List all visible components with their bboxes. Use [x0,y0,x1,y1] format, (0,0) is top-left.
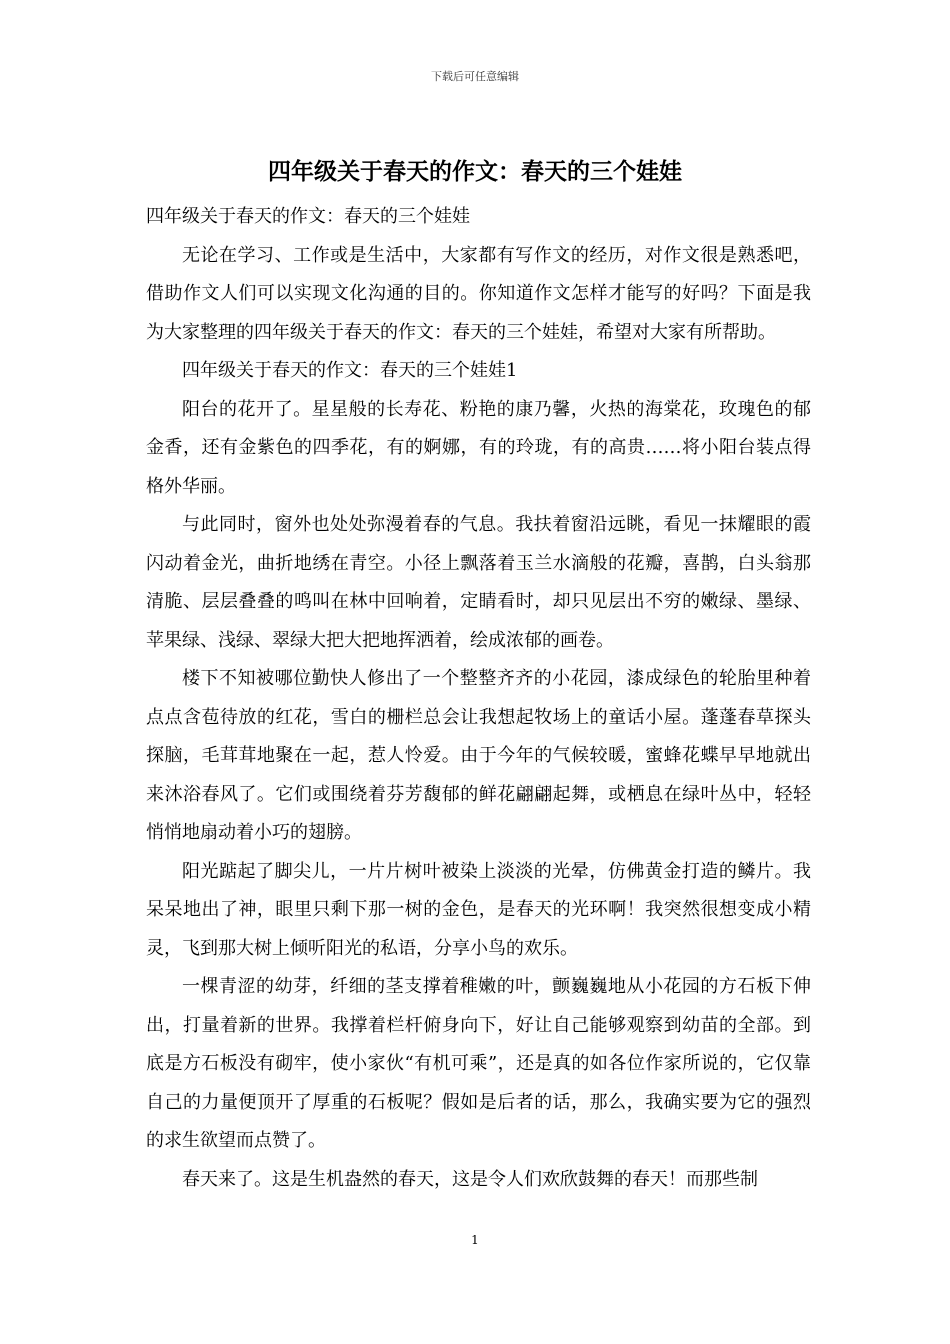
subtitle-paragraph: 四年级关于春天的作文：春天的三个娃娃 [146,206,470,227]
body-paragraph: 春天来了。这是生机盎然的春天，这是令人们欢欣鼓舞的春天！而那些制 [182,1168,758,1190]
intro-paragraph: 无论在学习、工作或是生活中，大家都有写作文的经历，对作文很是熟悉吧，借助作文人们可以实现文化沟通的目的。你知道作文怎样才能写的好吗？下面是我为大家整理的四年级关于春天的作文：春天的三个娃娃，希望对大家有所帮助。 [146,244,811,343]
document-title: 四年级关于春天的作文：春天的三个娃娃 [268,158,682,185]
document-body [146,198,811,1199]
body-paragraph: 一棵青涩的幼芽，纤细的茎支撑着稚嫩的叶，颤巍巍地从小花园的方石板下伸出，打量着新的世界。我撑着栏杆俯身向下，好让自己能够观察到幼苗的全部。到底是方石板没有砌牢，使小家伙“有机可乘”，还是真的如各位作家所说的，它仅靠自己的力量便顶开了厚重的石板呢？假如是后者的话，那么，我确实要为它的强烈的求生欲望而点赞了。 [146,976,811,1151]
body-paragraph: 与此同时，窗外也处处弥漫着春的气息。我扶着窗沿远眺，看见一抹耀眼的霞闪动着金光，曲折地绣在青空。小径上飘落着玉兰水滴般的花瓣，喜鹊，白头翁那清脆、层层叠叠的鸣叫在林中回响着，定睛看时，却只见层出不穷的嫩绿、墨绿、苹果绿、浅绿、翠绿大把大把地挥洒着，绘成浓郁的画卷。 [146,514,811,651]
header-note: 下载后可任意编辑 [431,70,519,83]
body-paragraph: 阳台的花开了。星星般的长寿花、粉艳的康乃馨，火热的海棠花，玫瑰色的郁金香，还有金紫色的四季花，有的婀娜，有的玲珑，有的高贵……将小阳台装点得格外华丽。 [146,398,811,497]
section-heading: 四年级关于春天的作文：春天的三个娃娃1 [182,360,518,381]
page-number: 1 [471,1233,479,1247]
body-paragraph: 阳光踮起了脚尖儿，一片片树叶被染上淡淡的光晕，仿佛黄金打造的鳞片。我呆呆地出了神，眼里只剩下那一树的金色，是春天的光环啊！我突然很想变成小精灵，飞到那大树上倾听阳光的私语，分享小鸟的欢乐。 [146,860,811,959]
body-paragraph: 楼下不知被哪位勤快人修出了一个整整齐齐的小花园，漆成绿色的轮胎里种着点点含苞待放的红花，雪白的栅栏总会让我想起牧场上的童话小屋。蓬蓬春草探头探脑，毛茸茸地聚在一起，惹人怜爱。由于今年的气候较暖，蜜蜂花蝶早早地就出来沐浴春风了。它们或围绕着芬芳馥郁的鲜花翩翩起舞，或栖息在绿叶丛中，轻轻悄悄地扇动着小巧的翅膀。 [146,668,811,843]
